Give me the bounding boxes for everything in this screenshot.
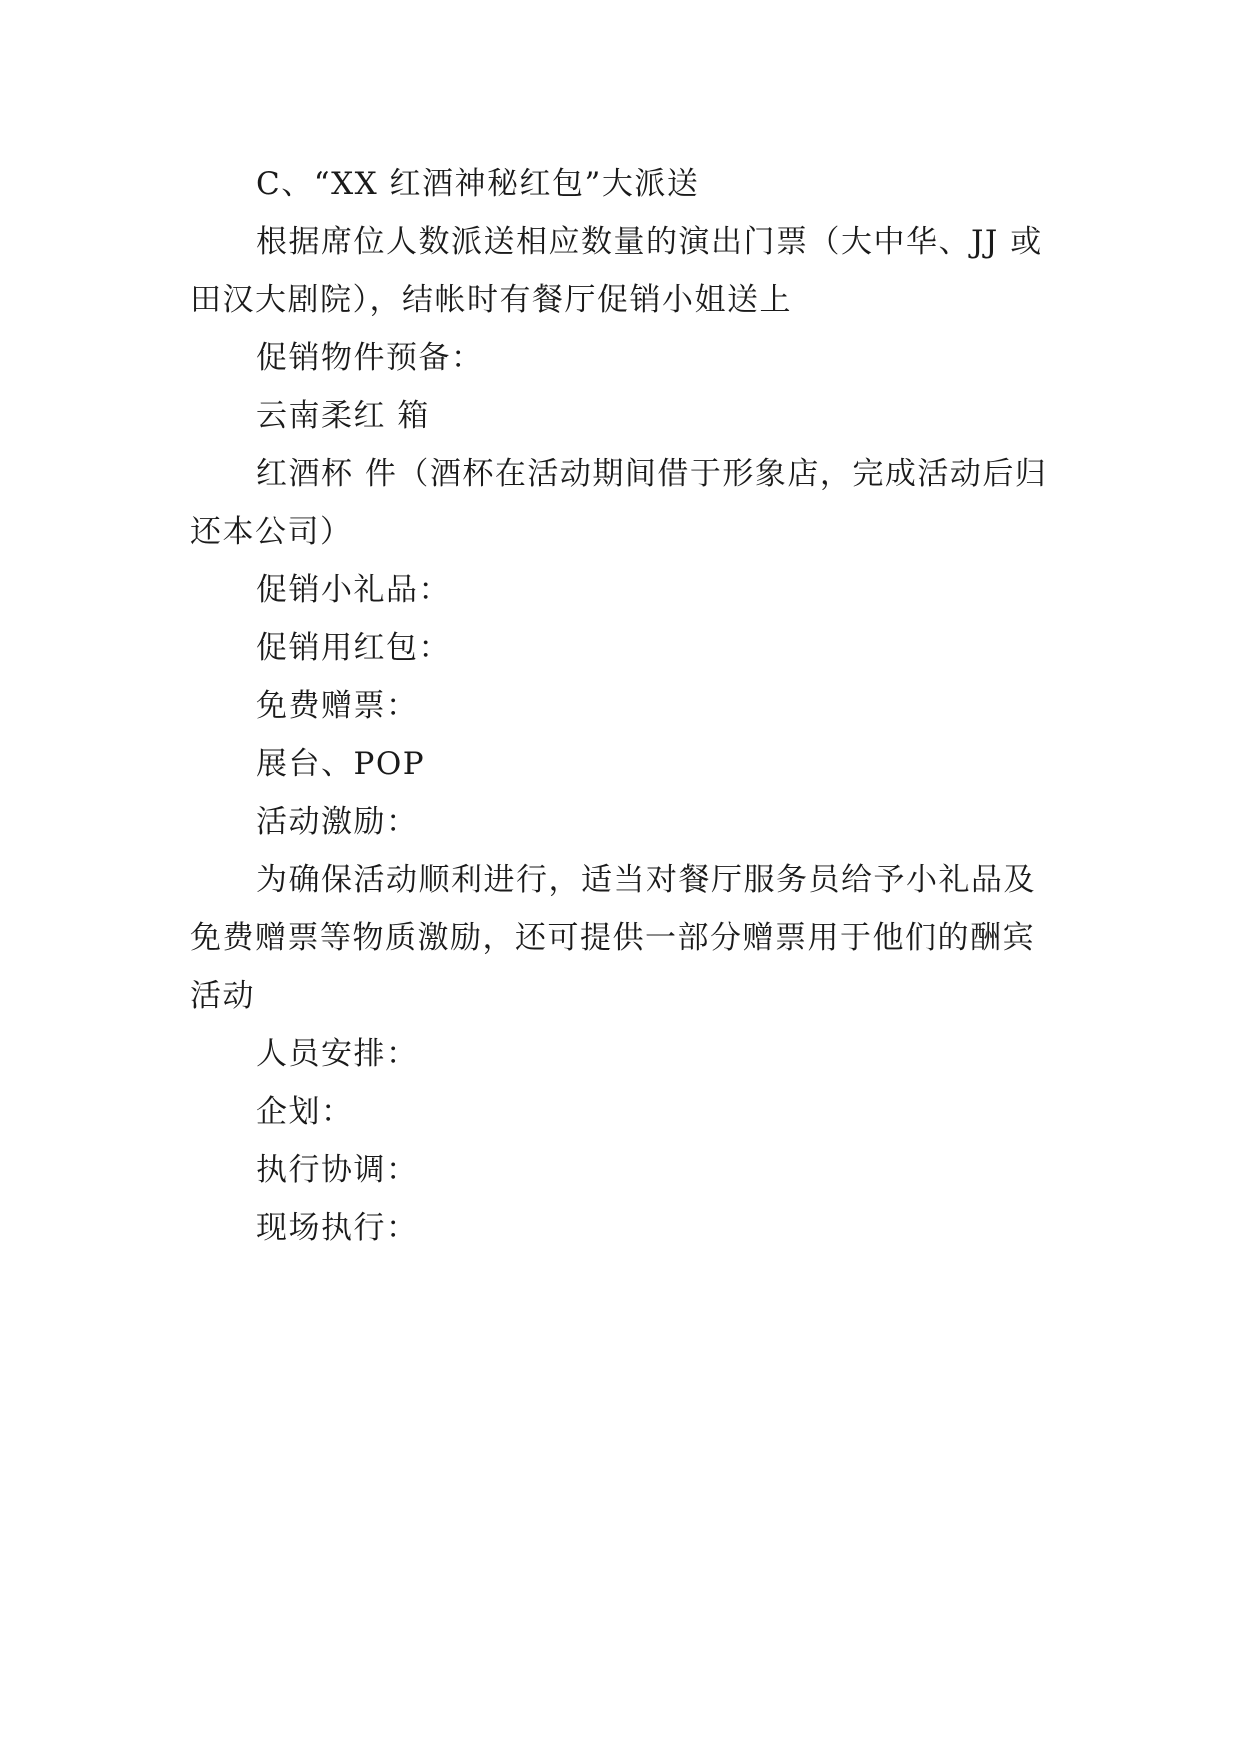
section-heading-red-envelope: C、“XX 红酒神秘红包”大派送: [256, 166, 700, 202]
document-body: [190, 155, 1055, 1257]
staff-onsite-execution: 现场执行：: [256, 1210, 419, 1246]
item-yunnan-wine: 云南柔红 箱: [256, 398, 430, 434]
item-wine-glasses: 红酒杯 件（酒杯在活动期间借于形象店，完成活动后归还本公司）: [190, 456, 1048, 550]
label-promo-materials: 促销物件预备：: [256, 340, 484, 376]
paragraph-incentive-details: 为确保活动顺利进行，适当对餐厅服务员给予小礼品及免费赠票等物质激励，还可提供一部分赠票用于他们的酬宾活动: [190, 862, 1036, 1014]
label-staffing: 人员安排：: [256, 1036, 419, 1072]
item-red-envelopes: 促销用红包：: [256, 630, 451, 666]
item-small-gifts: 促销小礼品：: [256, 572, 451, 608]
staff-coordination: 执行协调：: [256, 1152, 419, 1188]
paragraph-ticket-giveaway: 根据席位人数派送相应数量的演出门票（大中华、JJ 或田汉大剧院），结帐时有餐厅促销小姐送上: [190, 224, 1043, 318]
label-incentives: 活动激励：: [256, 804, 419, 840]
item-booth-pop: 展台、POP: [256, 746, 426, 782]
staff-planning: 企划：: [256, 1094, 354, 1130]
item-free-tickets: 免费赠票：: [256, 688, 419, 724]
